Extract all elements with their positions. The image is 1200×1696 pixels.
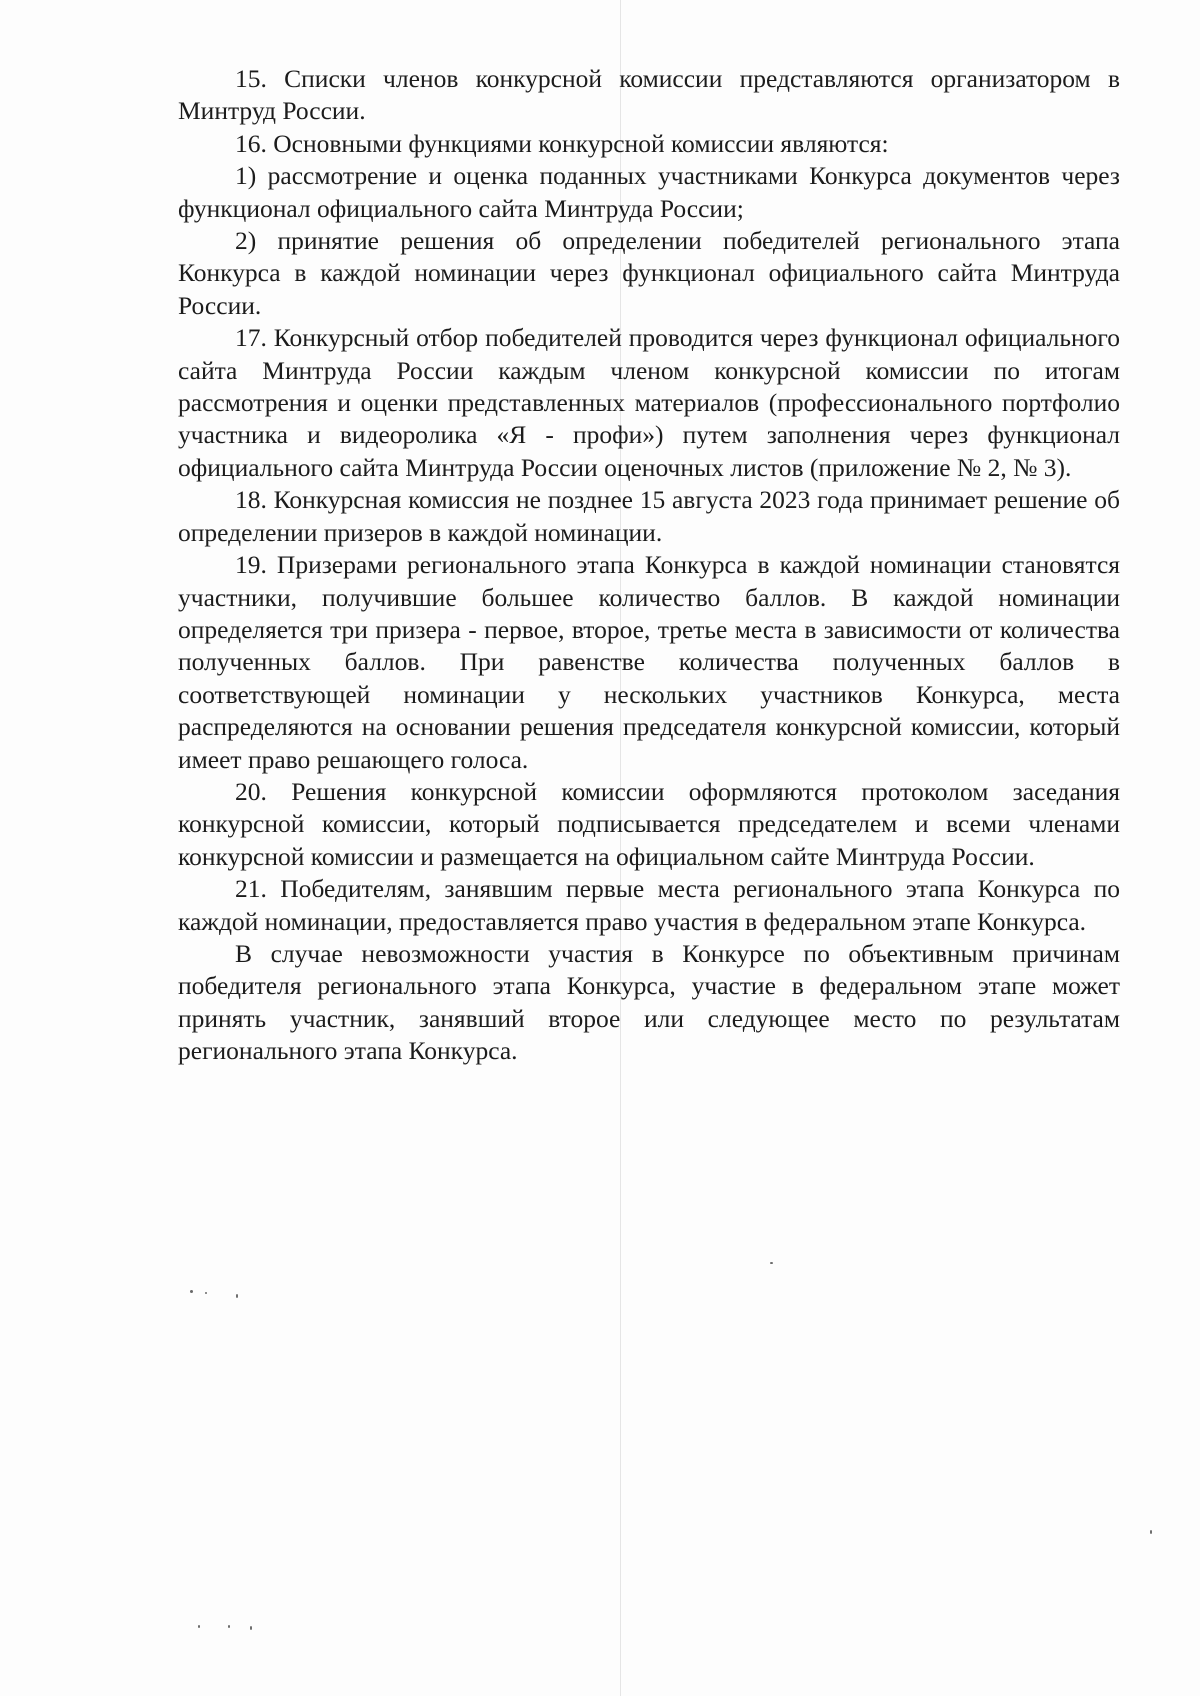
paragraph-17: 17. Конкурсный отбор победителей проводится через функционал официального сайта Минтруда России каждым членом конкурсной комиссии по итогам рассмотрения и оценки представленных материалов (профессионального портфолио участника и видеоролика «Я - профи») путем заполнения через функционал официального сайта Минтруда России оценочных листов (приложение № 2, № 3). — [178, 323, 1120, 482]
scan-speck — [770, 1262, 773, 1264]
paragraph-15: 15. Списки членов конкурсной комиссии представляются организатором в Минтруд России. — [178, 64, 1120, 126]
paragraph-21: 21. Победителям, занявшим первые места регионального этапа Конкурса по каждой номинации, предоставляется право участия в федеральном этапе Конкурса. — [178, 874, 1120, 936]
scan-speck — [198, 1625, 200, 1628]
paragraph-18: 18. Конкурсная комиссия не позднее 15 августа 2023 года принимает решение об определении призеров в каждой номинации. — [178, 485, 1120, 547]
paragraph-21-note: В случае невозможности участия в Конкурсе по объективным причинам победителя регионального этапа Конкурса, участие в федеральном этапе может принять участник, занявший второе или следующее место по результатам регионального этапа Конкурса. — [178, 938, 1120, 1066]
scan-speck — [250, 1626, 252, 1630]
scan-speck — [236, 1294, 238, 1298]
paragraph-16-item-2: 2) принятие решения об определении победителей регионального этапа Конкурса в каждой номинации через функционал официального сайта Минтруда России. — [178, 226, 1120, 320]
paragraph-20: 20. Решения конкурсной комиссии оформляются протоколом заседания конкурсной комиссии, который подписывается председателем и всеми членами конкурсной комиссии и размещается на официальном сайте Минтруда России. — [178, 776, 1120, 871]
scan-speck — [228, 1625, 230, 1628]
document-body — [178, 63, 1120, 1068]
paragraph-16: 16. Основными функциями конкурсной комиссии являются: — [235, 128, 889, 158]
paragraph-16-item-1: 1) рассмотрение и оценка поданных участниками Конкурса документов через функционал официального сайта Минтруда России; — [178, 161, 1120, 223]
paragraph-19: 19. Призерами регионального этапа Конкурса в каждой номинации становятся участники, получившие большее количество баллов. В каждой номинации определяется три призера - первое, второе, третье места в зависимости от количества полученных баллов. При равенстве количества полученных баллов в соответствующей номинации у нескольких участников Конкурса, места распределяются на основании решения председателя конкурсной комиссии, который имеет право решающего голоса. — [178, 550, 1120, 774]
scan-speck — [205, 1292, 207, 1294]
scan-speck — [1150, 1530, 1152, 1534]
scan-speck — [190, 1290, 193, 1293]
